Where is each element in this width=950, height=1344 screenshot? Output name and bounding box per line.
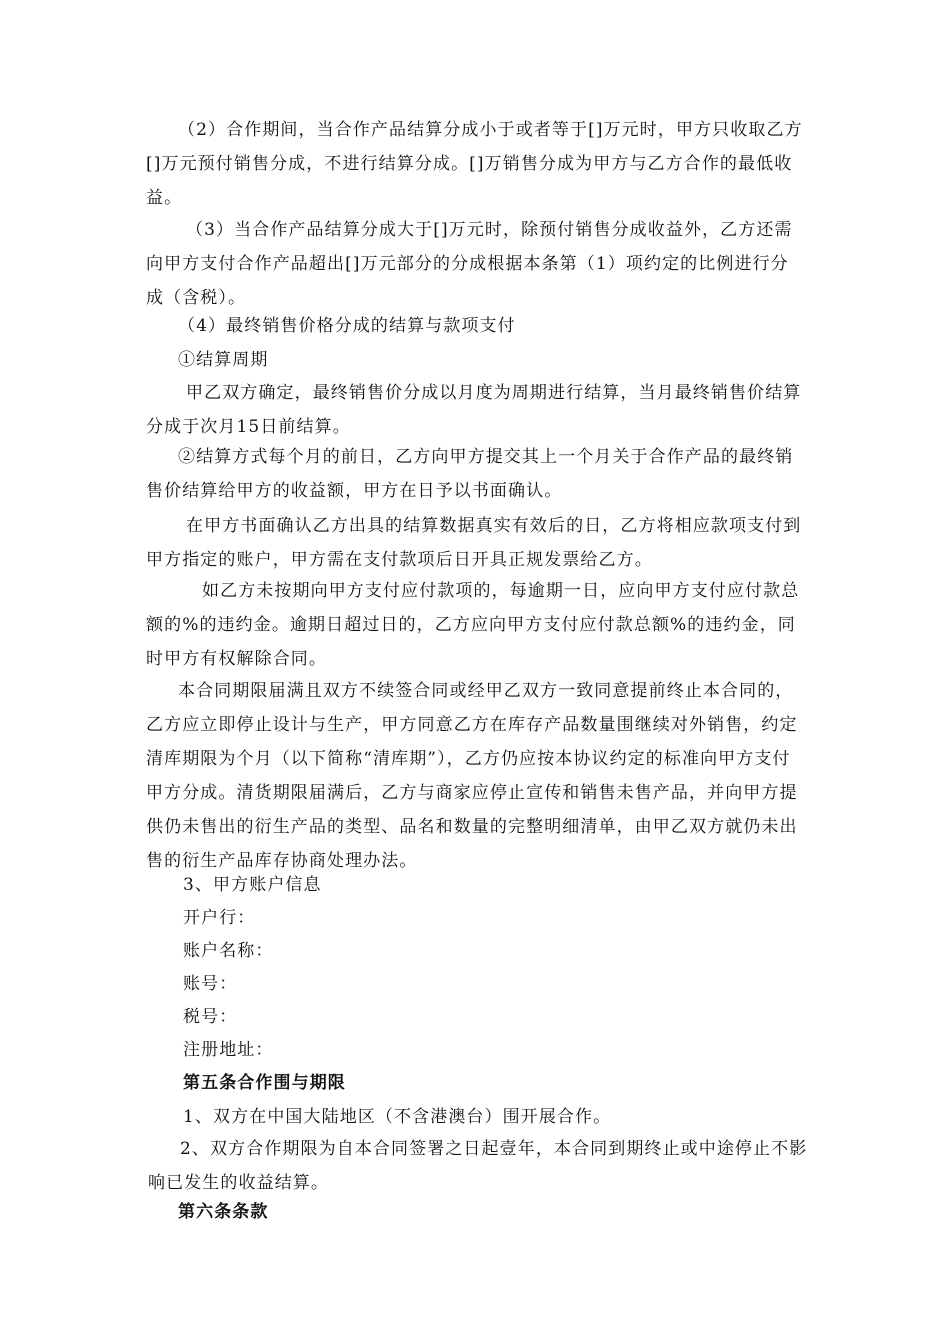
paragraph-payment-invoice: 在甲方书面确认乙方出具的结算数据真实有效后的日，乙方将相应款项支付到甲方指定的账户，甲方需在支付款项后日开具正规发票给乙方。 — [146, 516, 802, 570]
article-6-heading: 第六条条款 — [178, 1202, 269, 1222]
bank-field: 开户行： — [183, 908, 256, 928]
paragraph-settlement-min: （2）合作期间，当合作产品结算分成小于或者等于[]万元时，甲方只收取乙方[]万元预付销售分成，不进行结算分成。[]万销售分成为甲方与乙方合作的最低收益。 — [146, 120, 803, 208]
article-5-item-2: 2、双方合作期限为自本合同签署之日起壹年，本合同到期终止或中途停止不影响已发生的收益结算。 — [148, 1139, 808, 1193]
tax-number-field: 税号： — [183, 1007, 238, 1027]
account-name-field: 账户名称： — [183, 941, 274, 961]
paragraph-monthly-settlement: 甲乙双方确定，最终销售价分成以月度为周期进行结算，当月最终销售价结算分成于次月15日前结算。 — [146, 383, 802, 437]
account-number-field: 账号： — [183, 974, 238, 994]
account-info-title: 3、甲方账户信息 — [183, 875, 322, 895]
paragraph-late-penalty: 如乙方未按期向甲方支付应付款项的，每逾期一日，应向甲方支付应付款总额的%的违约金。逾期日超过日的，乙方应向甲方支付应付款总额%的违约金，同时甲方有权解除合同。 — [146, 581, 800, 669]
paragraph-final-price-settlement: （4）最终销售价格分成的结算与款项支付 — [178, 316, 516, 336]
paragraph-settlement-cycle: ①结算周期 — [178, 350, 269, 370]
registered-address-field: 注册地址： — [183, 1040, 274, 1060]
paragraph-clearance-period: 本合同期限届满且双方不续签合同或经甲乙双方一致同意提前终止本合同的，乙方应立即停止设计与生产，甲方同意乙方在库存产品数量围继续对外销售，约定清库期限为个月（以下简称“清库期”），乙方仍应按本协议约定的标准向甲方支付甲方分成。清货期限届满后，乙方与商家应停止宣传和销售未售产品，并向甲方提供仍未售出的衍生产品的类型、品名和数量的完整明细清单，由甲乙双方就仍未出售的衍生产品库存协商处理办法。 — [146, 681, 798, 871]
article-5-item-1: 1、双方在中国大陆地区（不含港澳台）围开展合作。 — [183, 1107, 612, 1127]
paragraph-settlement-method: ②结算方式每个月的前日，乙方向甲方提交其上一个月关于合作产品的最终销售价结算给甲方的收益额，甲方在日予以书面确认。 — [146, 447, 794, 501]
article-5-heading: 第五条合作围与期限 — [183, 1073, 346, 1093]
paragraph-settlement-excess: （3）当合作产品结算分成大于[]万元时，除预付销售分成收益外，乙方还需向甲方支付合作产品超出[]万元部分的分成根据本条第（1）项约定的比例进行分成（含税）。 — [146, 220, 793, 308]
